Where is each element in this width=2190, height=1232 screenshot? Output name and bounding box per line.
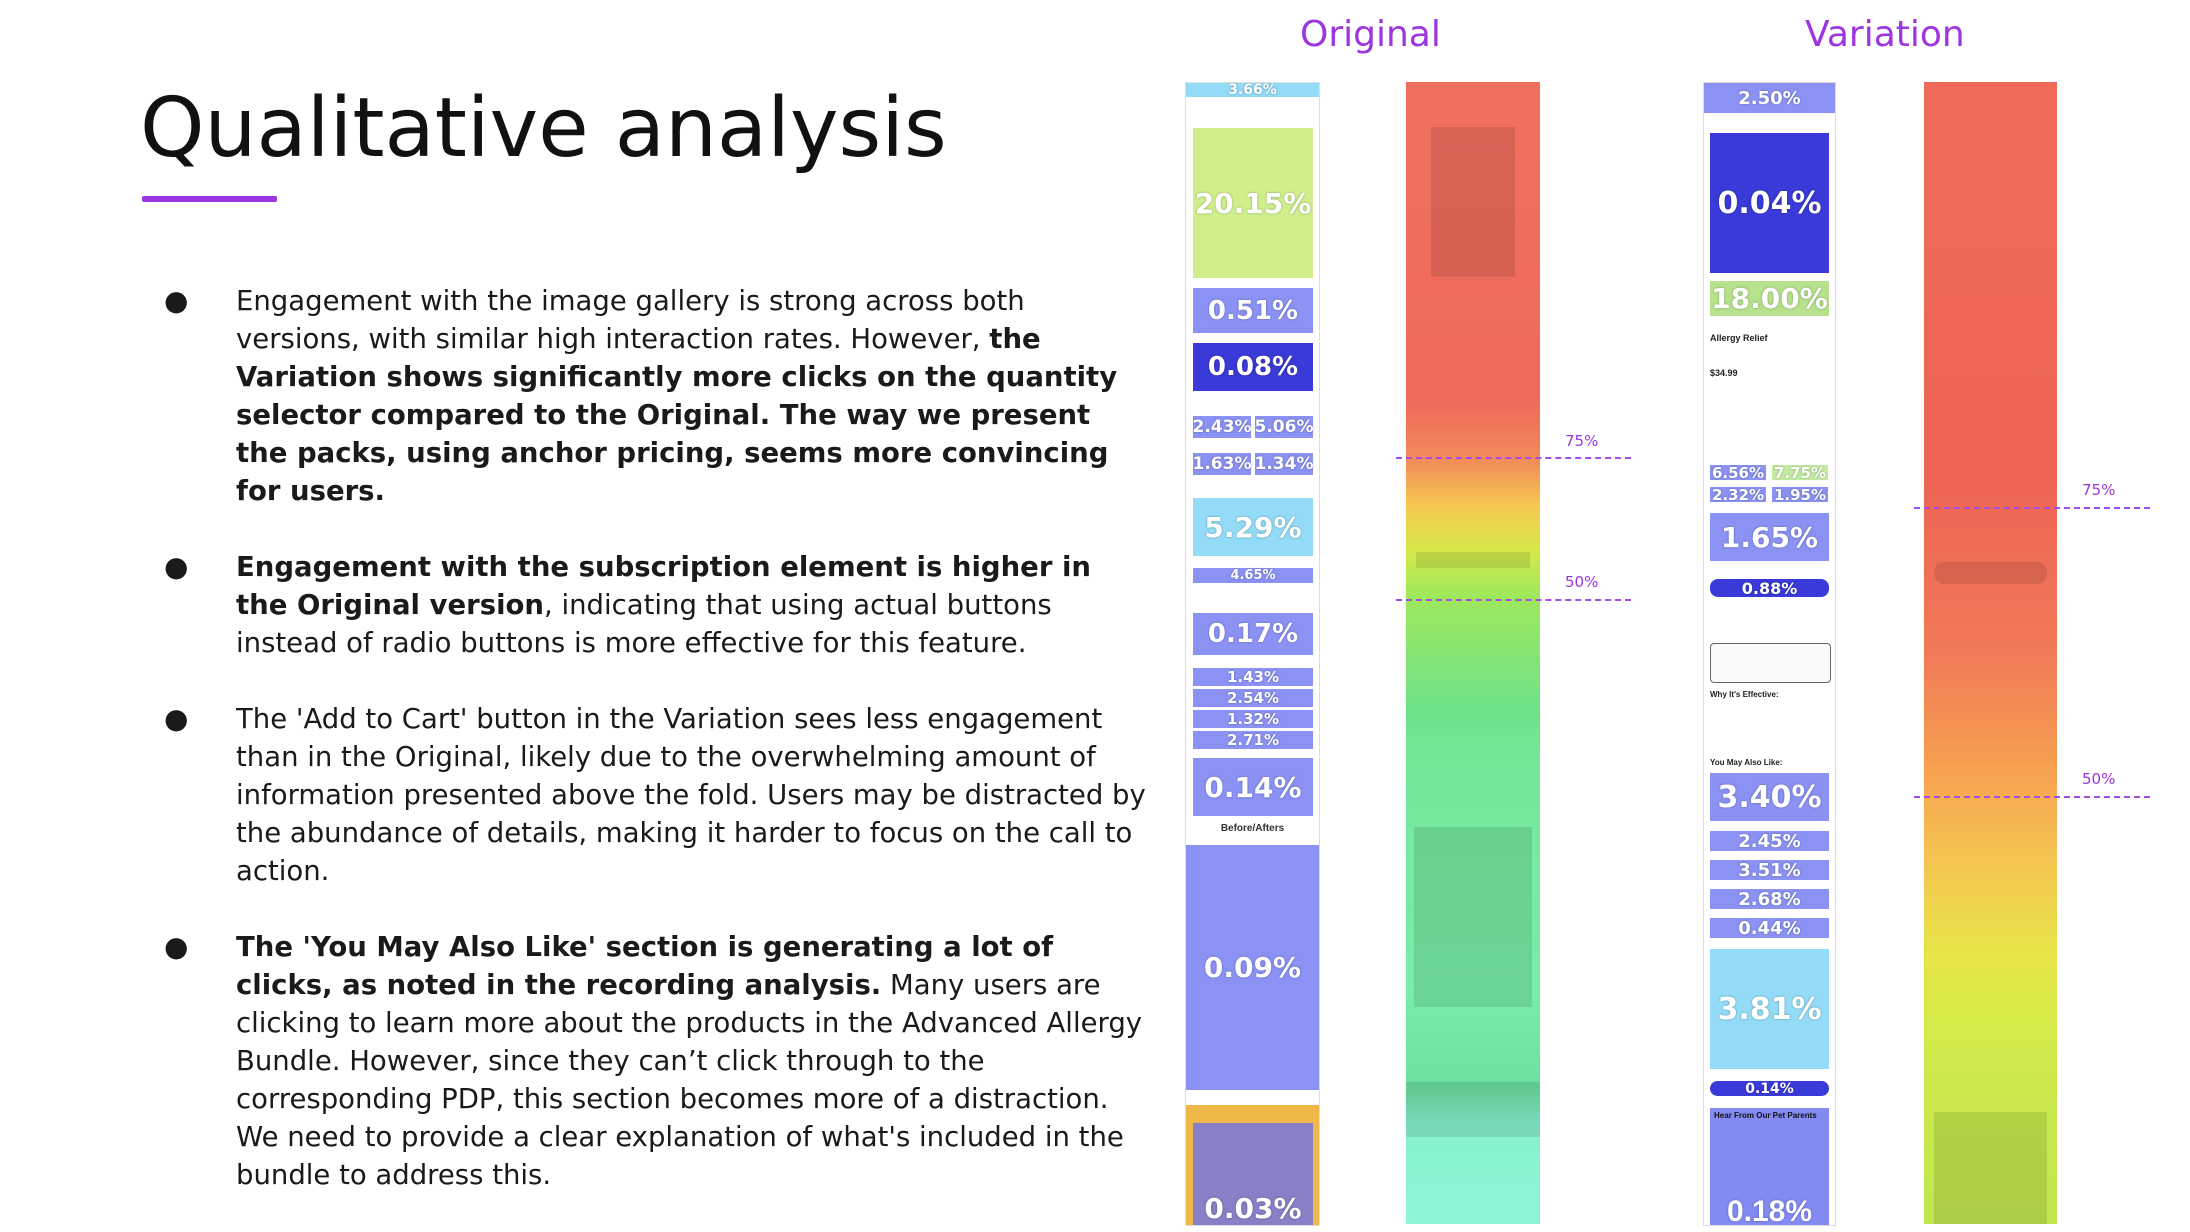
original-75-line xyxy=(1396,457,1631,459)
variation-75-label: 75% xyxy=(2082,481,2116,499)
bullet-bold: Engagement with the subscription element is higher in the Original version xyxy=(236,551,1091,621)
accordion-row: 2.54% xyxy=(1193,689,1313,707)
accordion-row: 2.68% xyxy=(1710,889,1829,909)
accordion-row: 1.43% xyxy=(1193,668,1313,686)
original-clickmap xyxy=(1185,82,1320,1226)
bullet-bold: The 'You May Also Like' section is generating a lot of clicks, as noted in the recording analysis. xyxy=(236,931,1054,1001)
pet-ghost xyxy=(1934,1112,2047,1224)
bullet-dot: ● xyxy=(164,930,189,963)
title-zone: 0.08% xyxy=(1193,343,1313,391)
original-label: Original xyxy=(1300,14,1441,55)
add-to-cart-zone: 4.65% xyxy=(1193,568,1313,583)
variation-clickmap xyxy=(1703,82,1836,1226)
option-zone: 1.95% xyxy=(1773,485,1827,504)
bullet-dot: ● xyxy=(164,284,189,317)
option-zone: 6.56% xyxy=(1711,463,1765,482)
accordion-row: 3.51% xyxy=(1710,860,1829,880)
qty-option: 2.43% xyxy=(1192,417,1252,437)
faqs-more-zone: 0.14% xyxy=(1710,1081,1829,1096)
qty-option: 1.34% xyxy=(1254,454,1314,474)
gallery-zone: 0.04% xyxy=(1710,133,1829,273)
variation-label: Variation xyxy=(1805,14,1965,55)
why-label: Why It's Effective: xyxy=(1710,690,1779,699)
option-zone: 2.32% xyxy=(1711,485,1765,504)
bullet-text: Many users are clicking to learn more about the products in the Advanced Allergy Bundle. However, since they can’t click through to the corresponding PDP, this section becomes more of a distraction. We need to provide a clear explanation of what's included in the bundle to address this. xyxy=(236,969,1143,1191)
variation-50-label: 50% xyxy=(2082,770,2116,788)
reviews-ghost xyxy=(1414,827,1532,1007)
frequency-zone: 5.29% xyxy=(1193,498,1313,556)
add-to-cart-zone: 0.88% xyxy=(1710,579,1829,597)
qty-option: 1.63% xyxy=(1192,454,1252,474)
original-75-label: 75% xyxy=(1565,432,1599,450)
atc-ghost xyxy=(1934,562,2047,584)
bullet-item xyxy=(160,700,1150,890)
accordion-row: 1.32% xyxy=(1193,710,1313,728)
bullet-list xyxy=(160,282,1150,1232)
subscribe-zone: 1.65% xyxy=(1710,513,1829,561)
review-snippet xyxy=(1710,643,1831,683)
description-zone: 0.17% xyxy=(1193,613,1313,655)
accordion-row: 0.44% xyxy=(1710,918,1829,938)
allergy-zone: 0.51% xyxy=(1193,288,1313,333)
page-title: Qualitative analysis xyxy=(140,81,947,176)
thumbs-zone: 18.00% xyxy=(1711,282,1828,315)
gallery-zone: 20.15% xyxy=(1193,128,1313,278)
bullet-text: Engagement with the image gallery is strong across both versions, with similar high interaction rates. However, xyxy=(236,285,1025,355)
bullet-text: , indicating that using actual buttons instead of radio buttons is more effective for this feature. xyxy=(236,589,1052,659)
also-like-zone: 3.40% xyxy=(1710,773,1829,821)
title-underline xyxy=(142,196,277,202)
bullet-item xyxy=(160,548,1150,662)
header-zone: 3.66% xyxy=(1186,83,1319,97)
original-50-label: 50% xyxy=(1565,573,1599,591)
header-zone: 2.50% xyxy=(1704,83,1835,113)
accordion-row: 2.71% xyxy=(1193,731,1313,749)
qty-option: 5.06% xyxy=(1254,417,1314,437)
cart-ghost xyxy=(1416,552,1530,568)
bullet-item xyxy=(160,282,1150,510)
variation-75-line xyxy=(1914,507,2150,509)
bullet-dot: ● xyxy=(164,550,189,583)
variation-50-line xyxy=(1914,796,2150,798)
accordion-row: 2.45% xyxy=(1710,831,1829,851)
bullet-dot: ● xyxy=(164,702,189,735)
before-afters-label: Before/Afters xyxy=(1220,823,1285,834)
product-title: Allergy Relief xyxy=(1710,333,1768,343)
bottom-zone: 0.03% xyxy=(1193,1123,1313,1225)
reviews-zone: 0.09% xyxy=(1186,845,1319,1090)
option-zone: 7.75% xyxy=(1773,463,1827,482)
gallery-ghost xyxy=(1431,127,1515,277)
bullet-item xyxy=(160,928,1150,1194)
bullet-bold: the Variation shows significantly more clicks on the quantity selector compared to the Original. The way we present the packs, using anchor pricing, seems more convincing for users. xyxy=(236,323,1118,507)
variation-scrollmap xyxy=(1924,82,2057,1224)
faqs-zone: 3.81% xyxy=(1710,949,1829,1069)
also-like-label: You May Also Like: xyxy=(1710,758,1783,767)
pet-parents-zone xyxy=(1710,1108,1829,1225)
pet-parents-label: Hear From Our Pet Parents xyxy=(1714,1111,1817,1120)
original-50-line xyxy=(1396,599,1631,601)
product-price: $34.99 xyxy=(1710,368,1738,378)
bullet-text: The 'Add to Cart' button in the Variation sees less engagement than in the Original, likely due to the overwhelming amount of information presented above the fold. Users may be distracted by the abundance of details, making it harder to focus on the call to action. xyxy=(236,703,1146,887)
after-zone: 0.14% xyxy=(1193,758,1313,816)
pet-parents-pct: 0.18% xyxy=(1726,1195,1813,1226)
banner-ghost xyxy=(1406,1082,1540,1137)
original-scrollmap xyxy=(1406,82,1540,1224)
